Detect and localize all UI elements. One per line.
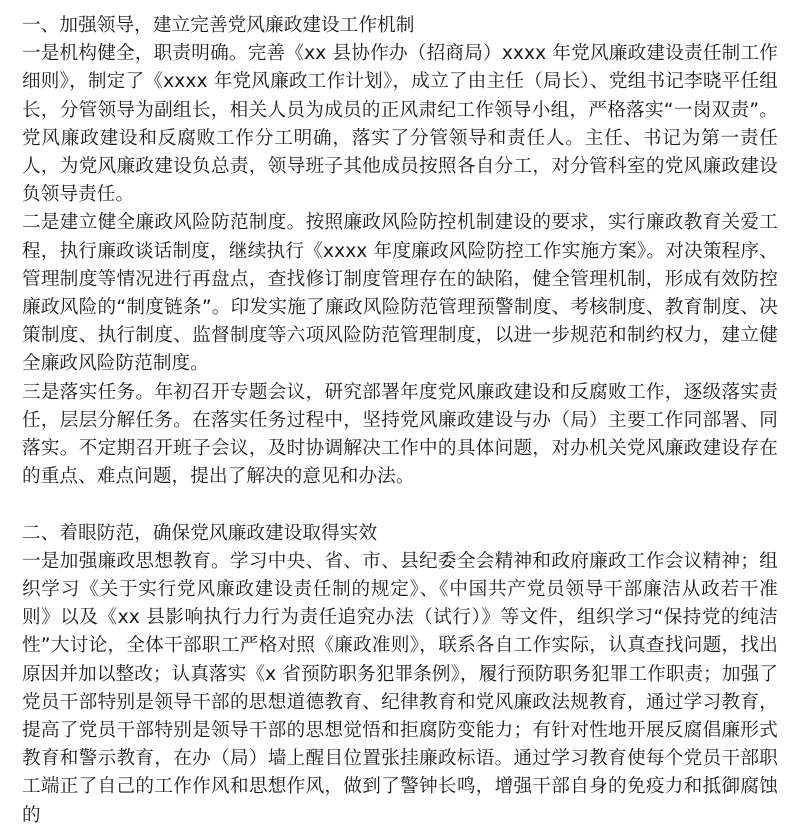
- paragraph: 三是落实任务。年初召开专题会议，研究部署年度党风廉政建设和反腐败工作，逐级落实责任，层层分解任务。在落实任务过程中，坚持党风廉政建设与办（局）主要工作同部署、同落实。不定期召开班子会议，及时协调解决工作中的具体问题，对办机关党风廉政建设存在的重点、难点问题，提出了解决的意见和办法。: [22, 381, 778, 488]
- section-spacer: [22, 491, 778, 519]
- section-heading: 一、加强领导，建立完善党风廉政建设工作机制: [22, 15, 415, 36]
- document-body: [22, 12, 778, 830]
- paragraph: 一是加强廉政思想教育。学习中央、省、市、县纪委全会精神和政府廉政工作会议精神；组织学习《关于实行党风廉政建设责任制的规定》、《中国共产党员领导干部廉洁从政若干准则》以及《xx 县影响执行力行为责任追究办法（试行）》等文件，组织学习“保持党的纯洁性”大讨论，全体干部职工严格对照《廉政准则》，联系各自工作实际，认真查找问题，找出原因并加以整改；认真落实《x 省预防职务犯罪条例》，履行预防职务犯罪工作职责；加强了党员干部特别是领导干部的思想道德教育、纪律教育和党风廉政法规教育，通过学习教育，提高了党员干部特别是领导干部的思想觉悟和拒腐防变能力；有针对性地开展反腐倡廉形式教育和警示教育，在办（局）墙上醒目位置张挂廉政标语。通过学习教育使每个党员干部职工端正了自己的工作作风和思想作风，做到了警钟长鸣，增强干部自身的免疫力和抵御腐蚀的: [22, 550, 778, 826]
- paragraph: 一是机构健全，职责明确。完善《xx 县协作办（招商局）xxxx 年党风廉政建设责任制工作细则》，制定了《xxxx 年党风廉政工作计划》，成立了由主任（局长）、党组书记李晓平任组长，分管领导为副组长，相关人员为成员的正风肃纪工作领导小组，严格落实“一岗双责”。党风廉政建设和反腐败工作分工明确，落实了分管领导和责任人。主任、书记为第一责任人，为党风廉政建设负总责，领导班子其他成员按照各自分工，对分管科室的党风廉政建设负领导责任。: [22, 43, 778, 206]
- section-heading: 二、着眼防范，确保党风廉政建设取得实效: [22, 522, 378, 544]
- paragraph: 二是建立健全廉政风险防范制度。按照廉政风险防控机制建设的要求，实行廉政教育关爱工程，执行廉政谈话制度，继续执行《xxxx 年度廉政风险防控工作实施方案》。对决策程序、管理制度等情况进行再盘点，查找修订制度管理存在的缺陷，健全管理机制，形成有效防控廉政风险的“制度链条”。印发实施了廉政风险防范管理预警制度、考核制度、教育制度、决策制度、执行制度、监督制度等六项风险防范管理制度，以进一步规范和制约权力，建立健全廉政风险防范制度。: [22, 212, 778, 375]
